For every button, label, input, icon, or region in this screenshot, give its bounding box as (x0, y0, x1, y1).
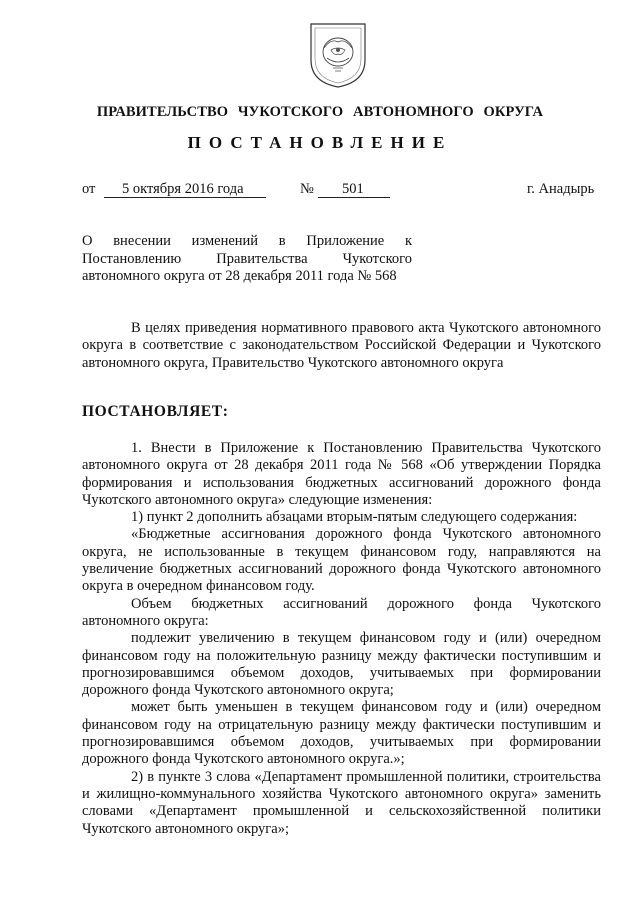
date-underline (104, 197, 266, 198)
body-paragraph-5: подлежит увеличению в текущем финансовом году и (или) очередном финансовом году на положительную разницу между фактически поступившим и прогнозировавшимся объемом доходов, учитываемых при формировании дорожного фонда Чукотского автономного округа; (82, 630, 601, 699)
number-underline (318, 197, 390, 198)
resolve-heading: ПОСТАНОВЛЯЕТ: (82, 403, 229, 420)
government-title: ПРАВИТЕЛЬСТВО ЧУКОТСКОГО АВТОНОМНОГО ОКРУГА (96, 104, 544, 120)
number-label: № (300, 181, 314, 197)
body-paragraph-1: 1. Внести в Приложение к Постановлению Правительства Чукотского автономного округа от 28 декабря 2011 года № 568 «Об утверждении Порядка формирования и использования бюджетных ассигнований дорожного фонда Чукотского автономного округа» следующие изменения: (82, 440, 601, 508)
city-name: г. Анадырь (527, 181, 595, 197)
body-paragraph-7: 2) в пункте 3 слова «Департамент промышленной политики, строительства и жилищно-коммунального хозяйства Чукотского автономного округа» заменить словами «Департамент промышленной и сельскохозяйственной политики Чукотского автономного округа»; (82, 768, 601, 837)
coat-of-arms-emblem (307, 20, 369, 90)
decree-body (82, 440, 601, 838)
body-paragraph-4: Объем бюджетных ассигнований дорожного фонда Чукотского автономного округа: (82, 595, 601, 629)
body-paragraph-3: «Бюджетные ассигнования дорожного фонда Чукотского автономного округа, не использованные в текущем финансовом году, направляются на увеличение бюджетных ассигнований дорожного фонда Чукотского автономного округа в очередном финансовом году. (82, 526, 601, 595)
body-paragraph-6: может быть уменьшен в текущем финансовом году и (или) очередном финансовом году на отрицательную разницу между фактически поступившим и прогнозировавшимся объемом доходов, учитываемых при формировании дорожного фонда Чукотского автономного округа.»; (82, 699, 601, 768)
preamble-paragraph: В целях приведения нормативного правового акта Чукотского автономного округа в соответствие с законодательством Российской Федерации и Чукотского автономного округа, Правительство Чукотского автономного округа (82, 320, 601, 371)
document-type-title: ПОСТАНОВЛЕНИЕ (187, 133, 453, 152)
preamble-block (82, 320, 601, 372)
document-date: 5 октября 2016 года (122, 181, 244, 197)
document-number: 501 (342, 181, 364, 197)
body-paragraph-2: 1) пункт 2 дополнить абзацами вторым-пятым следующего содержания: (131, 509, 578, 526)
date-prefix-label: от (82, 181, 96, 197)
document-subject: О внесении изменений в Приложение к Постановлению Правительства Чукотского автономного округа от 28 декабря 2011 года № 568 (82, 233, 412, 284)
